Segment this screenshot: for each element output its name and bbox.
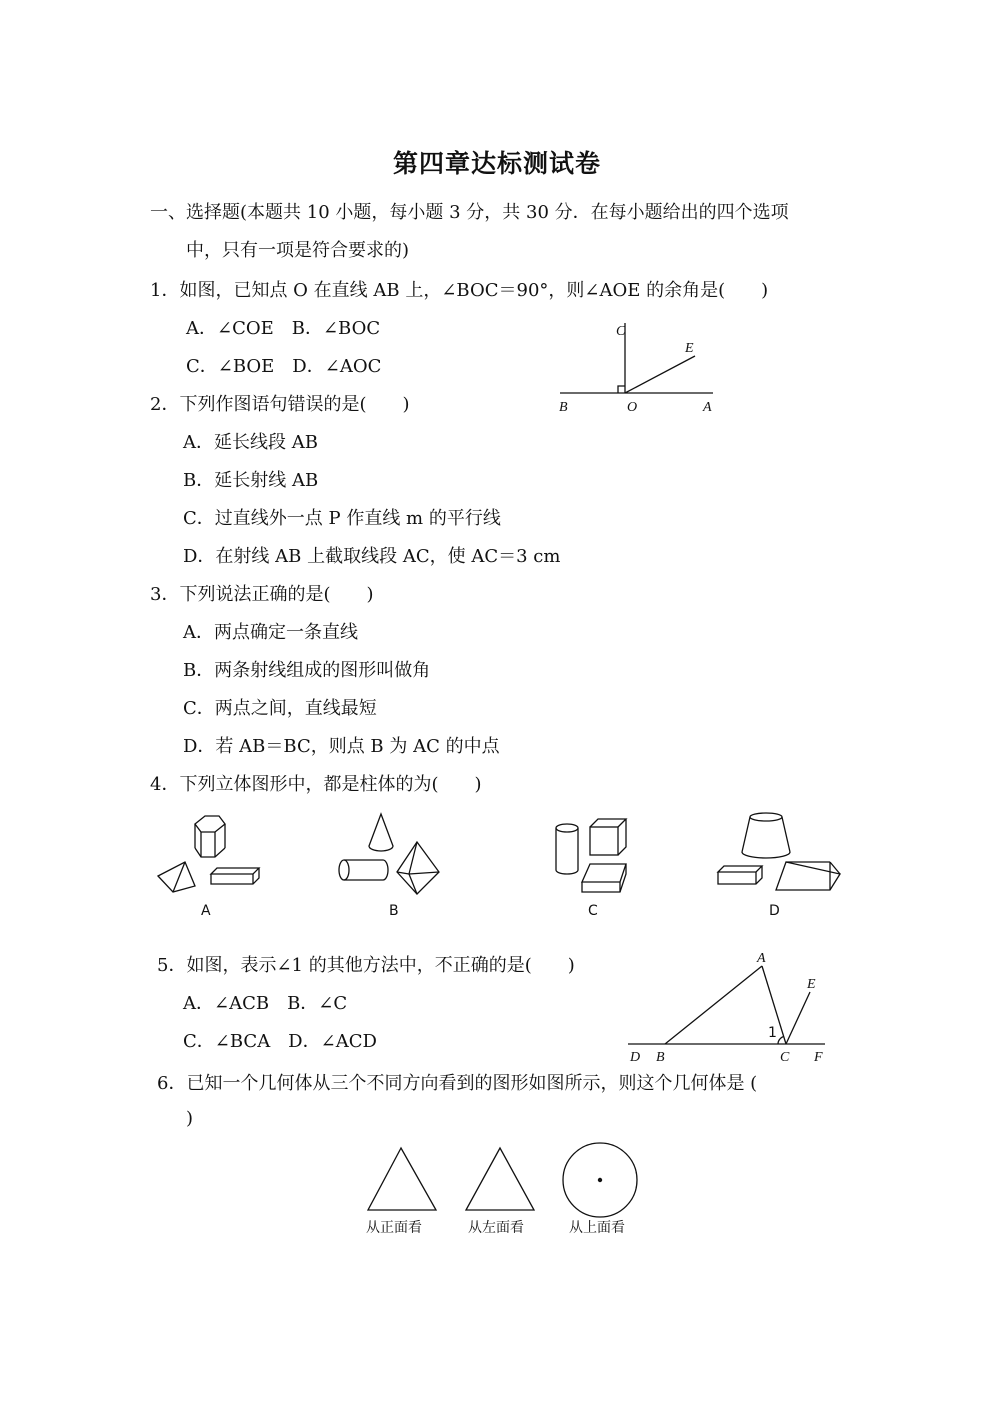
question-2-stem: 2．下列作图语句错误的是( ) — [150, 394, 410, 415]
label-1: 1 — [768, 1025, 777, 1041]
question-4-figure-b — [335, 812, 455, 922]
question-4-figure-d — [710, 812, 850, 922]
frustum-top — [750, 813, 782, 821]
label-c: C — [616, 324, 626, 339]
front-view-triangle — [368, 1148, 436, 1210]
label-a: A — [703, 400, 712, 415]
question-2-option-a: A．延长线段 AB — [183, 432, 318, 453]
top-view-center-dot — [598, 1178, 602, 1182]
cuboid-a — [211, 868, 259, 874]
label-f: F — [814, 1050, 823, 1065]
question-6-figures — [360, 1140, 650, 1240]
label-b: B — [656, 1050, 665, 1065]
question-4-figure-c — [550, 812, 660, 922]
cube-front — [590, 827, 618, 855]
label-d: D — [630, 1050, 641, 1065]
angle-1-arc — [778, 1037, 784, 1045]
question-2-option-c: C．过直线外一点 P 作直线 m 的平行线 — [183, 508, 501, 529]
question-5-option-row-1: A．∠ACB B．∠C — [183, 993, 348, 1014]
question-4-figure-a — [155, 812, 265, 922]
question-3-option-b: B．两条射线组成的图形叫做角 — [183, 660, 431, 681]
question-2-option-b: B．延长射线 AB — [183, 470, 319, 491]
ray-oe — [625, 356, 695, 393]
prism-c — [582, 864, 626, 882]
segment-ba — [665, 966, 762, 1044]
hex-prism-top — [195, 816, 225, 832]
ray-ce — [786, 992, 810, 1044]
label-a: A — [757, 951, 766, 966]
left-view-triangle — [466, 1148, 534, 1210]
question-6-stem: 6．已知一个几何体从三个不同方向看到的图形如图所示，则这个几何体是 ( — [157, 1073, 758, 1094]
caption-front: 从正面看 — [366, 1220, 422, 1236]
caption-c: C — [588, 903, 598, 919]
question-3-option-a: A．两点确定一条直线 — [183, 622, 358, 643]
question-5-figure — [620, 948, 835, 1066]
label-c: C — [780, 1050, 790, 1065]
question-1-stem: 1．如图，已知点 O 在直线 AB 上，∠BOC＝90°，则∠AOE 的余角是( ) — [150, 280, 769, 301]
question-4-stem: 4．下列立体图形中，都是柱体的为( ) — [150, 774, 482, 795]
section-header-line1: 一、选择题(本题共 10 小题，每小题 3 分，共 30 分．在每小题给出的四个选项 — [150, 202, 789, 223]
octahedron — [397, 842, 439, 894]
question-5-stem: 5．如图，表示∠1 的其他方法中，不正确的是( ) — [157, 955, 575, 976]
caption-b: B — [389, 903, 399, 919]
label-e: E — [685, 341, 694, 356]
cuboid-d — [718, 866, 762, 872]
question-3-stem: 3．下列说法正确的是( ) — [150, 584, 374, 605]
caption-d: D — [769, 903, 780, 919]
caption-left: 从左面看 — [468, 1220, 524, 1236]
tetrahedron — [158, 862, 195, 892]
question-1-option-row-1: A．∠COE B．∠BOC — [186, 318, 381, 339]
section-header-line2: 中，只有一项是符合要求的) — [186, 240, 410, 261]
cone — [369, 814, 393, 851]
page-title: 第四章达标测试卷 — [393, 149, 602, 178]
question-2-option-d: D．在射线 AB 上截取线段 AC，使 AC＝3 cm — [183, 546, 561, 567]
question-3-option-c: C．两点之间，直线最短 — [183, 698, 377, 719]
caption-top: 从上面看 — [569, 1220, 625, 1236]
question-1-option-row-2: C．∠BOE D．∠AOC — [186, 356, 382, 377]
label-o: O — [627, 400, 638, 415]
label-e: E — [807, 977, 816, 992]
question-6-stem-cont: ) — [186, 1108, 194, 1129]
cylinder-top — [556, 824, 578, 832]
caption-a: A — [201, 903, 211, 919]
question-1-figure — [555, 318, 725, 418]
cylinder-end — [339, 860, 349, 880]
question-5-option-row-2: C．∠BCA D．∠ACD — [183, 1031, 377, 1052]
label-b: B — [559, 400, 568, 415]
right-angle-mark — [618, 386, 625, 393]
question-3-option-d: D．若 AB＝BC，则点 B 为 AC 的中点 — [183, 736, 500, 757]
